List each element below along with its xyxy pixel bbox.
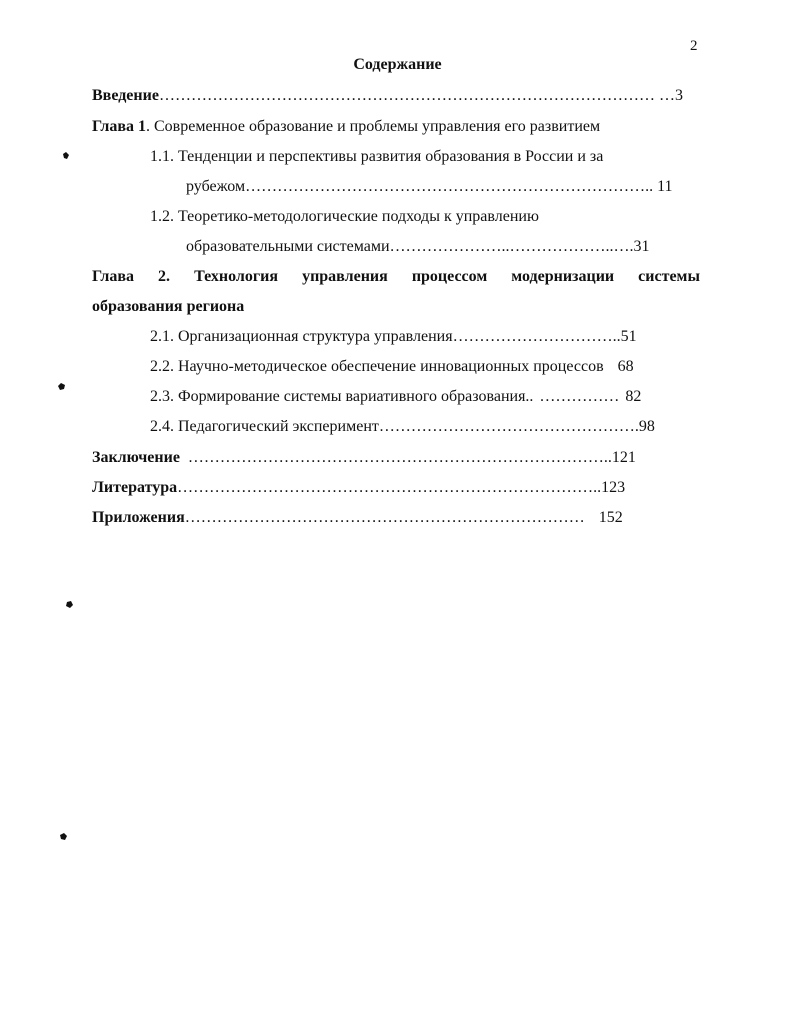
chapter-word: процессом xyxy=(411,268,488,285)
toc-leader-dots: ………………………….. xyxy=(452,328,621,345)
toc-page-number: 121 xyxy=(611,449,636,466)
toc-chapter-1 xyxy=(92,117,600,137)
toc-page-number: 152 xyxy=(598,509,623,526)
toc-section-2-1 xyxy=(150,327,637,347)
toc-page-number: 31 xyxy=(633,238,650,255)
chapter-word: системы xyxy=(638,268,700,285)
section-title-cont: образовательными системами xyxy=(186,238,390,255)
toc-page-number: 98 xyxy=(638,418,655,435)
toc-page-number: 3 xyxy=(674,87,683,104)
chapter-title: . Современное образование и проблемы управления его развитием xyxy=(146,118,601,135)
toc-chapter-2-line1 xyxy=(92,267,700,287)
toc-chapter-2-line2: образования региона xyxy=(92,298,245,315)
toc-section-1-1-line2 xyxy=(186,177,673,197)
toc-section-1-2-line1: 1.2. Теоретико-методологические подходы к управлению xyxy=(150,208,539,225)
toc-leader-dots: …………………………………………………………………….. xyxy=(177,479,602,496)
toc-page-number: 123 xyxy=(601,479,626,496)
scan-speck-icon xyxy=(62,152,70,160)
scan-speck-icon xyxy=(66,601,74,609)
toc-section-1-1-line1: 1.1. Тенденции и перспективы развития образования в России и за xyxy=(150,148,604,165)
toc-entry-appendix xyxy=(92,508,623,528)
toc-leader-dots: …………………………………………………………………. xyxy=(245,178,650,195)
toc-entry-conclusion xyxy=(92,448,636,468)
toc-leader-dots: …………………..………………..…. xyxy=(389,238,634,255)
chapter-prefix: Глава 1 xyxy=(92,118,146,135)
toc-section-1-2-line2 xyxy=(186,237,650,257)
toc-page-number: 68 xyxy=(617,358,634,375)
chapter-word: модернизации xyxy=(511,268,615,285)
toc-title: Содержание xyxy=(353,56,442,73)
page-number: 2 xyxy=(690,38,698,54)
toc-section-2-4 xyxy=(150,417,655,437)
toc-leader-dots: …………………………………………………………………….. xyxy=(187,449,612,466)
toc-section-2-3 xyxy=(150,387,641,407)
toc-page-number: 51 xyxy=(620,328,637,345)
toc-entry-label: Введение xyxy=(92,87,159,104)
toc-leader-dots: …………… xyxy=(539,388,620,405)
section-title: 2.3. Формирование системы вариативного образования.. xyxy=(150,388,534,405)
scan-speck-icon xyxy=(58,383,66,391)
toc-leader-dots: ………………………………………………………………………………… … xyxy=(158,87,675,104)
toc-section-2-2 xyxy=(150,357,634,377)
chapter-word: управления xyxy=(302,268,388,285)
chapter-word: Технология xyxy=(194,268,279,285)
chapter-word: 2. xyxy=(158,268,171,285)
toc-page-number: . 11 xyxy=(649,178,673,195)
section-title: 2.4. Педагогический эксперимент xyxy=(150,418,379,435)
toc-entry-label: Литература xyxy=(92,479,178,496)
scan-speck-icon xyxy=(60,833,68,841)
section-title: 2.1. Организационная структура управления xyxy=(150,328,453,345)
toc-leader-dots: …………………………………………. xyxy=(378,418,639,435)
toc-entry-intro xyxy=(92,86,683,106)
chapter-word: Глава xyxy=(92,268,134,285)
toc-leader-dots: ………………………………………………………………… xyxy=(184,509,585,526)
section-title-cont: рубежом xyxy=(186,178,246,195)
toc-page-number: 82 xyxy=(625,388,642,405)
toc-entry-literature xyxy=(92,478,625,498)
toc-entry-label: Приложения xyxy=(92,509,185,526)
section-title: 2.2. Научно-методическое обеспечение инновационных процессов xyxy=(150,358,604,375)
toc-entry-label: Заключение xyxy=(92,449,180,466)
